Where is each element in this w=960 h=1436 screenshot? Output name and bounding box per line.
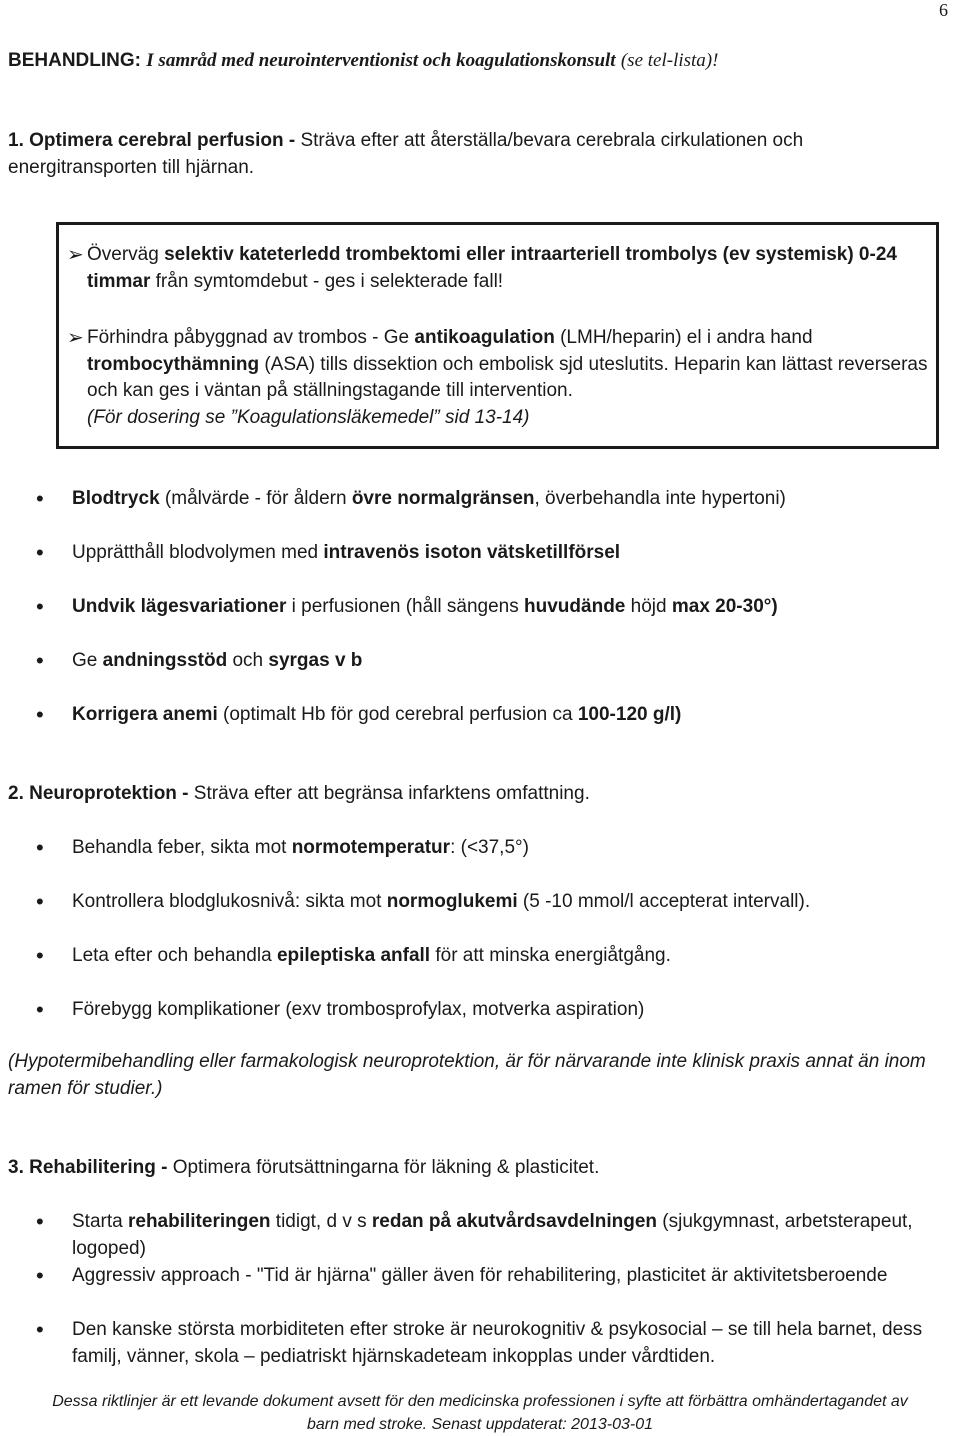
bullet-icon: •	[36, 889, 44, 914]
pos-text-2: höjd	[630, 596, 667, 617]
box-item-2-mid-1: (LMH/heparin) el i andra hand	[560, 327, 813, 348]
bp-text-2: , överbehandla inte hypertoni)	[534, 488, 786, 509]
box-item-2-mid-2: (ASA) tills dissektion och embolisk sjd uteslutits. Heparin kan lättast reverseras och kan ges i väntan på ställningstagande till intervention.	[87, 353, 928, 401]
resp-bold-1: andningsstöd	[102, 650, 228, 671]
bullet-respiratory	[72, 647, 942, 674]
glucose-text-2: (5 -10 mmol/l accepterat intervall).	[522, 891, 811, 912]
aggressive-text: Aggressiv approach - "Tid är hjärna" gäller även för rehabilitering, plasticitet är aktivitetsberoende	[72, 1265, 888, 1286]
bullet-complications	[72, 996, 942, 1023]
bullet-icon: •	[36, 1317, 44, 1342]
bullet-morbidity	[72, 1316, 942, 1370]
box-item-2-bold-1: antikoagulation	[414, 327, 555, 348]
footer-line-2: barn med stroke. Senast uppdaterat: 2013-03-01	[307, 1416, 653, 1433]
bullet-icon: •	[36, 540, 44, 565]
section-3	[8, 1154, 953, 1181]
box-item-2-pre: Förhindra påbyggnad av trombos - Ge	[87, 327, 410, 348]
arrow-bullet-icon: ➢	[67, 327, 84, 349]
bullet-anemia	[72, 701, 942, 728]
bullet-glucose	[72, 888, 942, 915]
seizure-bold: epileptiska anfall	[276, 945, 431, 966]
box-item-2-dosing-note: (För dosering se ”Koagulationsläkemedel” sid 13-14)	[87, 406, 530, 428]
bullet-blood-volume	[72, 539, 942, 566]
bullet-icon: •	[36, 1209, 44, 1234]
bv-text: Upprätthåll blodvolymen med	[72, 542, 319, 563]
section-1-title: 1. Optimera cerebral perfusion -	[8, 130, 296, 151]
bp-text-1: (målvärde - för åldern	[164, 488, 347, 509]
section-1-text: Sträva efter att återställa/bevara cerebrala cirkulationen och energitransporten till hjärnan.	[8, 130, 804, 178]
anemia-bold-1: Korrigera anemi	[72, 704, 218, 725]
bullet-seizures	[72, 942, 942, 969]
bp-bold-2: övre normalgränsen	[351, 488, 535, 509]
section-3-title: 3. Rehabilitering -	[8, 1157, 168, 1178]
glucose-text-1: Kontrollera blodglukosnivå: sikta mot	[72, 891, 382, 912]
rehab-bold-2: redan på akutvårdsavdelningen	[371, 1211, 657, 1232]
bullet-blood-pressure	[72, 485, 942, 512]
box-item-1-pre: Överväg	[87, 244, 159, 265]
bullet-start-rehab	[72, 1208, 942, 1262]
resp-text-1: Ge	[72, 650, 98, 671]
section-2-title: 2. Neuroprotektion -	[8, 783, 189, 804]
box-item-1-post: från symtomdebut - ges i selekterade fall!	[155, 270, 504, 292]
section-3-text: Optimera förutsättningarna för läkning & plasticitet.	[172, 1157, 600, 1178]
box-item-anticoagulation	[87, 325, 932, 431]
section-2	[8, 780, 953, 807]
bullet-icon: •	[36, 702, 44, 727]
bullet-icon: •	[36, 594, 44, 619]
box-item-thrombectomy	[87, 242, 932, 295]
fever-text-1: Behandla feber, sikta mot	[72, 837, 287, 858]
pos-bold-2: huvudände	[524, 596, 626, 617]
heading-tail: (se tel-lista)!	[620, 50, 719, 71]
page-footer	[0, 1390, 960, 1436]
box-item-2-bold-2: trombocythämning	[87, 353, 260, 375]
bullet-position	[72, 593, 942, 620]
rehab-text-2: tidigt, d v s	[275, 1211, 367, 1232]
bullet-icon: •	[36, 648, 44, 673]
rehab-text-3: (sjukgymnast, arbetsterapeut, logoped)	[72, 1211, 913, 1259]
resp-bold-2: syrgas v b	[268, 650, 363, 671]
pos-text-1: i perfusionen (håll sängens	[291, 596, 519, 617]
bullet-icon: •	[36, 997, 44, 1022]
hypothermia-note: (Hypotermibehandling eller farmakologisk neuroprotektion, är för närvarande inte klinisk praxis annat än inom ramen för studier.)	[8, 1051, 926, 1099]
fever-bold: normotemperatur	[291, 837, 451, 858]
fever-text-2: : (<37,5°)	[450, 837, 529, 858]
bp-bold: Blodtryck	[72, 488, 160, 509]
rehab-bold-1: rehabiliteringen	[127, 1211, 271, 1232]
bullet-icon: •	[36, 1263, 44, 1288]
arrow-bullet-icon: ➢	[67, 244, 84, 266]
bullet-aggressive-approach	[72, 1262, 942, 1289]
heading-italic: I samråd med neurointerventionist och koagulationskonsult	[146, 50, 616, 71]
bv-bold: intravenös isoton vätsketillförsel	[323, 542, 621, 563]
heading-label: BEHANDLING:	[8, 50, 141, 71]
bullet-icon: •	[36, 943, 44, 968]
pos-bold-1: Undvik lägesvariationer	[72, 596, 287, 617]
bullet-fever	[72, 834, 942, 861]
glucose-bold: normoglukemi	[386, 891, 518, 912]
bullet-icon: •	[36, 486, 44, 511]
resp-text-2: och	[232, 650, 264, 671]
treatment-heading	[8, 50, 718, 72]
section-1	[8, 127, 953, 181]
seizure-text-2: för att minska energiåtgång.	[435, 945, 671, 966]
morbidity-text: Den kanske största morbiditeten efter stroke är neurokognitiv & psykosocial – se till hela barnet, dess familj, vänner, skola – pediatriskt hjärnskadeteam inkopplas under vårdtiden.	[72, 1319, 923, 1367]
complications-text: Förebygg komplikationer (exv trombosprofylax, motverka aspiration)	[72, 999, 645, 1020]
pos-bold-3: max 20-30°)	[671, 596, 778, 617]
page-number: 6	[939, 0, 948, 20]
rehab-text-1: Starta	[72, 1211, 123, 1232]
box-item-1-bold: selektiv kateterledd trombektomi eller intraarteriell trombolys (ev systemisk) 0-24 timmar	[87, 244, 897, 292]
section-2-text: Sträva efter att begränsa infarktens omfattning.	[193, 783, 590, 804]
bullet-icon: •	[36, 835, 44, 860]
anemia-bold-2: 100-120 g/l)	[577, 704, 682, 725]
anemia-text: (optimalt Hb för god cerebral perfusion ca	[223, 704, 573, 725]
footer-line-1: Dessa riktlinjer är ett levande dokument avsett för den medicinska professionen i syfte att förbättra omhändertagandet av	[52, 1393, 908, 1410]
seizure-text-1: Leta efter och behandla	[72, 945, 272, 966]
